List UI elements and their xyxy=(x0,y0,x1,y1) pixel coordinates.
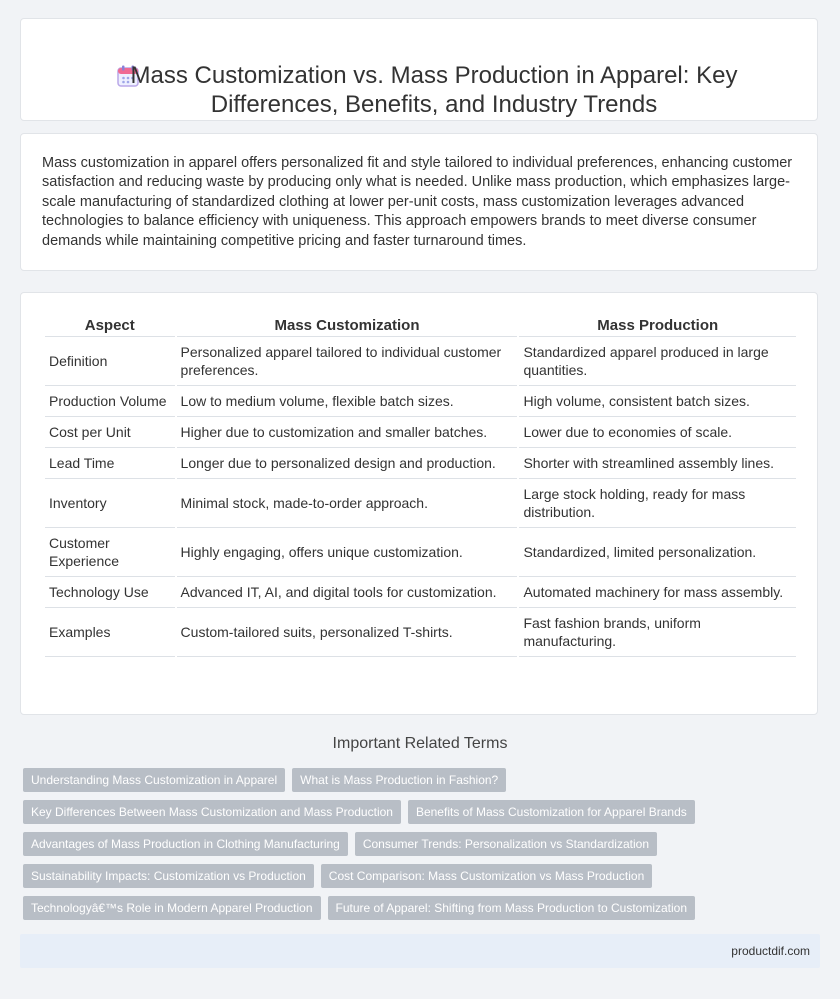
table-header-row xyxy=(45,314,796,337)
row-production: High volume, consistent batch sizes. xyxy=(519,386,796,417)
row-customization: Advanced IT, AI, and digital tools for customization. xyxy=(177,577,518,608)
row-customization: Low to medium volume, flexible batch sizes. xyxy=(177,386,518,417)
header-aspect: Aspect xyxy=(45,314,175,337)
row-aspect: Production Volume xyxy=(45,386,175,417)
related-tag[interactable]: Technologyâ€™s Role in Modern Apparel Production xyxy=(23,896,321,920)
row-production: Shorter with streamlined assembly lines. xyxy=(519,448,796,479)
row-aspect: Examples xyxy=(45,608,175,657)
table-row xyxy=(45,577,796,608)
row-production: Large stock holding, ready for mass distribution. xyxy=(519,479,796,528)
related-tag[interactable]: What is Mass Production in Fashion? xyxy=(292,768,506,792)
related-tag[interactable]: Understanding Mass Customization in Apparel xyxy=(23,768,285,792)
row-aspect: Technology Use xyxy=(45,577,175,608)
table-row xyxy=(45,386,796,417)
row-production: Lower due to economies of scale. xyxy=(519,417,796,448)
row-aspect: Lead Time xyxy=(45,448,175,479)
row-customization: Personalized apparel tailored to individual customer preferences. xyxy=(177,337,518,386)
page-title: Mass Customization vs. Mass Production in Apparel: Key Differences, Benefits, and Industry Trends xyxy=(130,62,738,118)
row-customization: Highly engaging, offers unique customization. xyxy=(177,528,518,577)
table-row xyxy=(45,448,796,479)
related-tag[interactable]: Sustainability Impacts: Customization vs Production xyxy=(23,864,314,888)
related-tags-row xyxy=(23,800,695,824)
header-mass-customization: Mass Customization xyxy=(177,314,518,337)
table-row xyxy=(45,479,796,528)
footer xyxy=(20,934,820,968)
comparison-table-card xyxy=(20,292,818,715)
table-row xyxy=(45,608,796,657)
row-aspect: Inventory xyxy=(45,479,175,528)
header-mass-production: Mass Production xyxy=(519,314,796,337)
related-tag[interactable]: Future of Apparel: Shifting from Mass Production to Customization xyxy=(328,896,696,920)
row-customization: Longer due to personalized design and production. xyxy=(177,448,518,479)
related-tags-row xyxy=(23,832,657,856)
table-row xyxy=(45,337,796,386)
related-tag[interactable]: Advantages of Mass Production in Clothing Manufacturing xyxy=(23,832,348,856)
related-tag[interactable]: Key Differences Between Mass Customization and Mass Production xyxy=(23,800,401,824)
related-tags-row xyxy=(23,864,652,888)
table-row xyxy=(45,417,796,448)
footer-site-name[interactable]: productdif.com xyxy=(731,944,810,958)
row-customization: Higher due to customization and smaller batches. xyxy=(177,417,518,448)
row-aspect: Customer Experience xyxy=(45,528,175,577)
related-tag[interactable]: Benefits of Mass Customization for Apparel Brands xyxy=(408,800,695,824)
related-terms-title: Important Related Terms xyxy=(332,735,508,752)
row-customization: Custom-tailored suits, personalized T-shirts. xyxy=(177,608,518,657)
row-aspect: Cost per Unit xyxy=(45,417,175,448)
title-card xyxy=(20,18,818,121)
row-production: Standardized apparel produced in large quantities. xyxy=(519,337,796,386)
row-customization: Minimal stock, made-to-order approach. xyxy=(177,479,518,528)
row-aspect: Definition xyxy=(45,337,175,386)
intro-card xyxy=(20,133,818,271)
related-tag[interactable]: Cost Comparison: Mass Customization vs Mass Production xyxy=(321,864,652,888)
related-tags-row xyxy=(23,768,506,792)
row-production: Fast fashion brands, uniform manufacturing. xyxy=(519,608,796,657)
row-production: Standardized, limited personalization. xyxy=(519,528,796,577)
table-row xyxy=(45,528,796,577)
related-tags-row xyxy=(23,896,695,920)
row-production: Automated machinery for mass assembly. xyxy=(519,577,796,608)
comparison-table xyxy=(43,314,798,657)
intro-paragraph: Mass customization in apparel offers personalized fit and style tailored to individual preferences, enhancing customer satisfaction and reducing waste by producing only what is needed. Unlike mass production, which emphasizes large-scale manufacturing of standardized clothing at lower per-unit costs, mass customization leverages advanced technologies to balance efficiency with uniqueness. This approach empowers brands to meet diverse consumer demands while maintaining competitive pricing and faster turnaround times. xyxy=(42,155,793,249)
related-tag[interactable]: Consumer Trends: Personalization vs Standardization xyxy=(355,832,657,856)
